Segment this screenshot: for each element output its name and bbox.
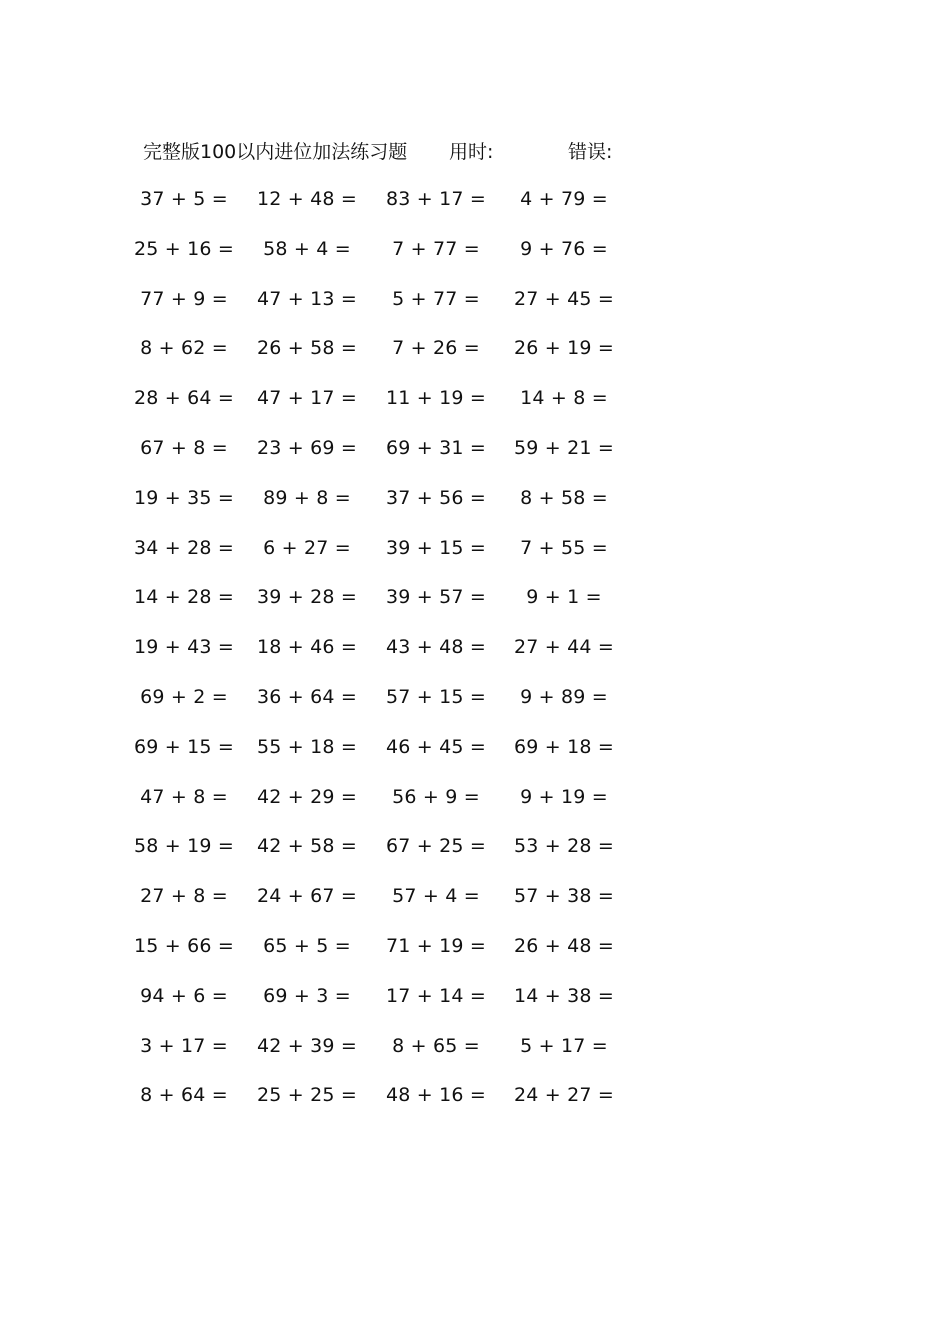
problem-item: 11 + 19 = bbox=[385, 387, 487, 410]
problem-item: 19 + 35 = bbox=[133, 486, 235, 509]
problem-item: 47 + 8 = bbox=[140, 785, 228, 808]
problem-item: 27 + 44 = bbox=[513, 636, 615, 659]
problem-item: 5 + 77 = bbox=[392, 287, 480, 310]
problem-item: 14 + 28 = bbox=[133, 586, 235, 609]
problem-item: 58 + 4 = bbox=[263, 237, 351, 260]
problem-item: 19 + 43 = bbox=[133, 636, 235, 659]
problem-item: 7 + 77 = bbox=[392, 237, 480, 260]
problem-item: 69 + 18 = bbox=[513, 735, 615, 758]
problem-item: 6 + 27 = bbox=[263, 536, 351, 559]
problem-item: 47 + 13 = bbox=[256, 287, 358, 310]
problem-item: 26 + 58 = bbox=[256, 337, 358, 360]
problem-item: 39 + 57 = bbox=[385, 586, 487, 609]
problem-item: 8 + 64 = bbox=[140, 1084, 228, 1107]
problem-item: 47 + 17 = bbox=[256, 387, 358, 410]
problem-item: 89 + 8 = bbox=[263, 486, 351, 509]
problem-item: 9 + 19 = bbox=[520, 785, 608, 808]
problem-item: 37 + 5 = bbox=[140, 188, 228, 210]
problem-item: 34 + 28 = bbox=[133, 536, 235, 559]
problem-item: 8 + 65 = bbox=[392, 1034, 480, 1057]
problem-item: 25 + 25 = bbox=[256, 1084, 358, 1107]
problem-item: 56 + 9 = bbox=[392, 785, 480, 808]
problem-item: 59 + 21 = bbox=[513, 437, 615, 459]
problem-item: 8 + 58 = bbox=[520, 486, 608, 509]
problem-item: 12 + 48 = bbox=[256, 188, 358, 210]
problem-item: 36 + 64 = bbox=[256, 686, 358, 708]
problem-item: 94 + 6 = bbox=[140, 984, 228, 1007]
time-used-label: 用时: bbox=[449, 141, 494, 163]
problem-item: 39 + 28 = bbox=[256, 586, 358, 609]
problem-item: 46 + 45 = bbox=[385, 735, 487, 758]
problem-item: 4 + 79 = bbox=[520, 188, 608, 210]
problem-item: 8 + 62 = bbox=[140, 337, 228, 360]
problem-item: 69 + 31 = bbox=[385, 437, 487, 459]
problem-item: 39 + 15 = bbox=[385, 536, 487, 559]
errors-label: 错误: bbox=[568, 141, 613, 163]
problem-item: 65 + 5 = bbox=[263, 935, 351, 957]
problem-item: 26 + 19 = bbox=[513, 337, 615, 360]
problem-item: 42 + 29 = bbox=[256, 785, 358, 808]
worksheet-title: 完整版100以内进位加法练习题 bbox=[143, 141, 408, 163]
problem-item: 27 + 8 = bbox=[140, 885, 228, 908]
problem-item: 28 + 64 = bbox=[133, 387, 235, 410]
problem-item: 9 + 1 = bbox=[526, 586, 602, 609]
problem-item: 67 + 25 = bbox=[385, 835, 487, 858]
problem-item: 48 + 16 = bbox=[385, 1084, 487, 1107]
problem-item: 69 + 2 = bbox=[140, 686, 228, 708]
problem-item: 14 + 8 = bbox=[520, 387, 608, 410]
problem-item: 69 + 3 = bbox=[263, 984, 351, 1007]
problem-item: 9 + 89 = bbox=[520, 686, 608, 708]
problem-item: 26 + 48 = bbox=[513, 935, 615, 957]
problem-item: 37 + 56 = bbox=[385, 486, 487, 509]
problem-item: 71 + 19 = bbox=[385, 935, 487, 957]
problem-item: 27 + 45 = bbox=[513, 287, 615, 310]
problem-item: 3 + 17 = bbox=[140, 1034, 228, 1057]
problem-item: 57 + 4 = bbox=[392, 885, 480, 908]
problem-item: 55 + 18 = bbox=[256, 735, 358, 758]
problem-item: 42 + 39 = bbox=[256, 1034, 358, 1057]
problem-item: 83 + 17 = bbox=[385, 188, 487, 210]
problem-item: 57 + 38 = bbox=[513, 885, 615, 908]
problem-item: 23 + 69 = bbox=[256, 437, 358, 459]
problem-item: 9 + 76 = bbox=[520, 237, 608, 260]
problem-item: 77 + 9 = bbox=[140, 287, 228, 310]
problem-item: 17 + 14 = bbox=[385, 984, 487, 1007]
problem-item: 42 + 58 = bbox=[256, 835, 358, 858]
problem-item: 7 + 26 = bbox=[392, 337, 480, 360]
problem-item: 43 + 48 = bbox=[385, 636, 487, 659]
problem-item: 7 + 55 = bbox=[520, 536, 608, 559]
problem-item: 14 + 38 = bbox=[513, 984, 615, 1007]
problem-item: 15 + 66 = bbox=[133, 935, 235, 957]
problem-item: 69 + 15 = bbox=[133, 735, 235, 758]
problem-item: 24 + 67 = bbox=[256, 885, 358, 908]
problem-item: 5 + 17 = bbox=[520, 1034, 608, 1057]
problem-item: 67 + 8 = bbox=[140, 437, 228, 459]
problem-item: 25 + 16 = bbox=[133, 237, 235, 260]
problem-item: 58 + 19 = bbox=[133, 835, 235, 858]
problem-item: 18 + 46 = bbox=[256, 636, 358, 659]
problem-item: 53 + 28 = bbox=[513, 835, 615, 858]
problem-item: 57 + 15 = bbox=[385, 686, 487, 708]
problem-item: 24 + 27 = bbox=[513, 1084, 615, 1107]
